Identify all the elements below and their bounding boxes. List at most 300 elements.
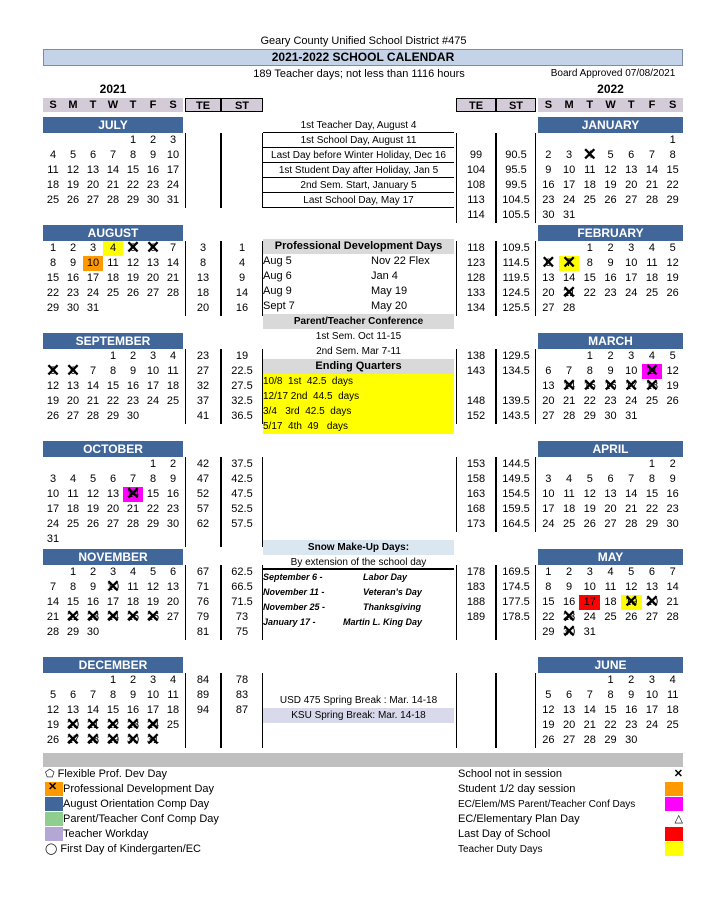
day-cell: 22 [604,719,617,731]
weekday-label: T [586,99,594,111]
day-cell: 9 [89,581,97,593]
st-value [222,133,262,148]
day-cell: 16 [562,596,576,608]
day-cell [83,349,103,364]
month-september [43,333,183,424]
week-row [538,133,683,148]
legend-label: Teacher Workday [63,828,149,840]
day-cell [43,673,63,688]
week-row [538,178,683,193]
te-value: 3 [199,242,207,254]
st-value: 1 [238,242,246,254]
break-row: USD 475 Spring Break : Mar. 14-18 [279,695,438,706]
week-row [538,502,683,517]
week-row [538,472,683,487]
day-cell: 1 [69,566,77,578]
month-name: AUGUST [43,225,183,241]
te-value: 113 [467,194,485,206]
day-cell: 22 [126,179,140,191]
day-cell [163,301,183,316]
day-cell: 30 [542,209,555,221]
month-october [43,441,183,547]
day-cell: 21 ✕ [559,286,580,301]
te-value [457,688,495,703]
day-cell: 11 [167,365,179,377]
x-mark-icon: ✕ [673,768,683,780]
st-column [221,457,263,547]
day-cell: 1 [149,458,157,470]
day-cell: 14 [86,704,100,716]
te-value: 57 [196,503,210,515]
day-cell: 25 [583,194,596,206]
day-cell: 28 [666,611,679,623]
day-cell: 28 [126,518,140,530]
day-cell [642,208,663,223]
month-name: FEBRUARY [538,225,683,241]
day-cell [642,133,663,148]
day-cell: 4 [103,241,123,256]
st-value: 154.5 [502,488,530,500]
day-cell: 20 [106,503,120,515]
st-value: 177.5 [502,596,530,608]
st-column [221,349,263,424]
st-column [221,241,263,316]
day-cell: 27 [645,611,659,623]
day-cell: 21 [126,503,140,515]
legend-label: School not in session [458,768,562,780]
te-value: 79 [196,611,210,623]
day-cell [143,409,163,424]
day-cell: 10 [146,689,160,701]
day-cell [621,133,642,148]
te-value: 81 [196,626,210,638]
st-value: 109.5 [502,242,530,254]
st-value [222,163,262,178]
day-cell [43,565,63,580]
day-cell: 5 [607,149,614,161]
month-february [538,225,683,316]
day-cell: 5 [669,350,676,362]
day-cell: 21 [625,503,638,515]
day-cell [103,625,123,640]
day-cell: 7 [49,581,57,593]
te-value: 13 [196,272,210,284]
te-value: 118 [467,242,485,254]
week-row [43,193,183,208]
day-cell: 27 [86,194,100,206]
day-cell: 17 [542,503,555,515]
week-row [43,409,183,424]
st-column [496,457,536,532]
te-value [457,379,495,394]
day-cell: 3 [149,674,157,686]
day-cell: 12 [666,365,679,377]
st-value [497,688,535,703]
day-cell: 4 [648,242,656,254]
weekday-header-left [43,98,183,112]
day-cell: 7 [169,242,177,254]
day-cell [538,133,559,148]
week-row [43,148,183,163]
day-cell: 17 [86,272,100,284]
week-row [43,673,183,688]
spring-breaks [263,693,454,723]
day-cell: 8 [669,149,676,161]
day-cell: 11 [107,257,119,269]
day-cell: 19 [86,503,100,515]
st-value: 124.5 [502,287,530,299]
day-cell: 28 [645,194,659,206]
te-value: 94 [196,704,210,716]
day-cell: 26 [542,734,555,746]
legend-label: First Day of Kindergarten/EC [60,843,201,855]
magenta-x-icon [665,797,683,811]
day-cell: 27 [542,410,555,422]
day-cell: 20 ✕ [642,595,663,610]
day-cell: 9 [607,257,614,269]
st-value: 42.5 [231,473,253,485]
triangle-icon: △ [674,813,683,825]
te-value: 114 [467,209,485,221]
st-column [496,565,536,640]
st-value: 22.5 [231,365,253,377]
te-value [457,733,495,748]
te-value: 148 [466,395,486,407]
day-cell: 2 [129,350,137,362]
key-date: Last Day before Winter Holiday, Dec 16 [263,148,454,163]
st-value: 78 [235,674,249,686]
week-row [43,733,183,748]
day-cell: 14 [562,272,576,284]
day-cell: 7 [669,566,676,578]
week-row [538,517,683,532]
day-cell: 1 [669,134,676,146]
day-cell: 4 [169,350,177,362]
day-cell [559,457,580,472]
day-cell: 5 [49,689,57,701]
day-cell: 18 [106,272,120,284]
te-value [186,193,220,208]
te-value: 104 [466,164,486,176]
day-cell: 2 [628,674,635,686]
day-cell: 3 [149,350,157,362]
day-cell: 15 [666,164,679,176]
day-cell: 3 [628,242,635,254]
weekday-label: F [648,99,656,111]
day-cell: 26 [46,410,60,422]
pd-date: Jan 4 [371,270,398,282]
day-cell: 21 [46,611,60,623]
snow-date: November 25 - [263,602,326,612]
day-cell: 2 [149,134,157,146]
day-cell: 24 [46,518,60,530]
st-value: 27.5 [231,380,253,392]
st-value: 36.5 [231,410,253,422]
day-cell: 8 [149,473,157,485]
day-cell: 18 [126,596,140,608]
day-cell: 24 [86,287,100,299]
day-cell: 2 [566,566,573,578]
day-cell: 27 [146,287,160,299]
day-cell: 9 [149,149,157,161]
day-cell [163,532,183,547]
st-value: 87 [235,704,249,716]
day-cell [163,733,183,748]
month-december [43,657,183,748]
te-value: 84 [196,674,210,686]
day-cell: 2 [69,242,77,254]
day-cell [143,532,163,547]
te-column [456,673,496,748]
st-value: 159.5 [502,503,530,515]
day-cell: 11 [47,164,59,176]
day-cell: 13 [86,164,100,176]
day-cell [621,625,642,640]
day-cell: 24 [166,179,180,191]
day-cell: 8 [586,257,593,269]
day-cell: 22 [666,179,679,191]
day-cell: 8 [69,581,77,593]
day-cell: 15 [542,596,555,608]
month-july [43,117,183,208]
day-cell: 18 [166,380,180,392]
day-cell: 30 ✕ [559,625,580,640]
day-cell: 8 [545,581,552,593]
day-cell: 18 [583,179,596,191]
day-cell: 9 [129,689,137,701]
day-cell: 18 [46,179,60,191]
day-cell: 31 [625,410,638,422]
day-cell: 10 [645,689,659,701]
week-row [538,379,683,394]
te-column [185,349,221,424]
day-cell: 8 [109,689,117,701]
st-value: 66.5 [231,581,253,593]
day-cell: 5 [69,149,77,161]
day-cell [103,457,123,472]
month-name: JANUARY [538,117,683,133]
key-date: 1st Student Day after Holiday, Jan 5 [263,163,454,178]
day-cell: 13 [166,581,180,593]
day-cell: 30 [625,734,638,746]
day-cell: 10 [583,581,596,593]
te-column [456,241,496,316]
legend-label: Teacher Duty Days [458,844,543,855]
day-cell: 26 [66,194,80,206]
day-cell: 31 ✕ [143,733,163,748]
day-cell: 31 [46,533,60,545]
day-cell: 19 ✕ [621,595,642,610]
st-value: 164.5 [502,518,530,530]
day-cell: 11 [666,689,679,701]
day-cell: 28 [583,734,596,746]
day-cell: 3 [586,566,593,578]
day-cell: 14 [86,380,100,392]
day-cell: 29 [46,302,60,314]
day-cell: 19 [604,179,617,191]
pd-title: Professional Development Days [263,239,454,254]
te-value: 158 [466,473,486,485]
st-value: 139.5 [502,395,530,407]
st-value [497,673,535,688]
day-cell: 6 [566,689,573,701]
te-value: 143 [466,365,486,377]
day-cell: 10 [625,257,638,269]
legend-label: August Orientation Comp Day [63,798,210,810]
day-cell: 5 [149,566,157,578]
day-cell: 10 [166,149,180,161]
day-cell [642,733,663,748]
day-cell: 11 [167,689,179,701]
day-cell: 29 [106,410,120,422]
pd-date: Aug 6 [263,270,292,282]
day-cell [579,457,600,472]
day-cell [662,733,683,748]
day-cell: 1 [586,242,593,254]
day-cell: 14 [666,581,679,593]
day-cell: 6 ✕ [63,364,83,379]
day-cell: 28 [562,302,576,314]
day-cell: 17 [579,595,600,610]
te-value: 67 [196,566,210,578]
weekday-label: M [68,99,78,111]
day-cell: 7 [566,365,573,377]
day-cell: 12 [66,164,80,176]
day-cell: 24 [146,395,160,407]
st-value: 16 [235,302,249,314]
day-cell: 13 [645,581,659,593]
day-cell: 28 [106,194,120,206]
st-value: 178.5 [502,611,530,623]
week-row [43,241,183,256]
day-cell: 24 [625,287,638,299]
te-value: 99 [469,149,483,161]
st-value: 47.5 [231,488,253,500]
te-value: 123 [466,257,486,269]
week-row [538,457,683,472]
day-cell: 15 [604,704,617,716]
week-row [43,625,183,640]
legend-left [45,767,219,857]
te-value: 188 [466,596,486,608]
day-cell: 23 [625,719,638,731]
day-cell [621,301,642,316]
day-cell: 15 [106,704,120,716]
st-value: 57.5 [231,518,253,530]
key-date: 1st Teacher Day, August 4 [263,118,454,133]
day-cell: 1 [586,350,593,362]
day-cell: 26 ✕ [143,610,163,625]
day-cell: 12 [86,488,100,500]
day-cell: 13 [66,380,80,392]
day-cell: 14 [625,488,638,500]
week-row [538,286,683,301]
day-cell: 10 [46,488,60,500]
day-cell: 27 [166,611,180,623]
day-cell: 24 [583,611,596,623]
st-value: 149.5 [502,473,530,485]
day-cell: 26 [625,611,638,623]
week-row [43,457,183,472]
day-cell: 20 ✕ [63,718,83,733]
day-cell: 1 [109,674,117,686]
day-cell: 6 [628,149,635,161]
day-cell [43,133,63,148]
st-value: 73 [235,611,249,623]
day-cell: 22 ✕ [103,718,123,733]
st-column [496,673,536,748]
day-cell: 7 [586,689,593,701]
st-column [221,133,263,208]
day-cell: 17 [46,503,60,515]
te-header-left: TE [185,98,221,112]
day-cell: 23 [666,503,679,515]
legend-right [458,767,683,857]
day-cell: 12 [542,704,555,716]
day-cell: 16 [542,179,555,191]
day-cell: 9 [129,365,137,377]
pd-date: Aug 9 [263,285,292,297]
day-cell: 26 [604,194,617,206]
day-cell: 6 [545,365,552,377]
day-cell: 12 [126,257,140,269]
day-cell [662,208,683,223]
weekday-label: T [129,99,137,111]
day-cell: 17 ✕ [621,379,642,394]
day-cell [642,301,663,316]
weekday-label: F [149,99,157,111]
te-value: 168 [466,503,486,515]
day-cell [600,625,621,640]
te-value: 134 [466,302,486,314]
week-row [43,517,183,532]
orange-x-icon [665,782,683,796]
yellow-swatch [665,842,683,856]
weekday-header-right [538,98,683,112]
st-value: 90.5 [505,149,527,161]
day-cell: 17 [146,380,160,392]
day-cell: 18 [562,503,576,515]
day-cell [662,301,683,316]
snow-sub: By extension of the school day [263,555,454,570]
te-column [456,349,496,424]
day-cell: 10 [542,488,555,500]
day-cell: 26 [46,734,60,746]
day-cell [662,409,683,424]
day-cell: 5 ✕ [43,364,63,379]
day-cell: 21 [666,596,679,608]
day-cell: 6 [648,566,656,578]
day-cell: 2 [607,242,614,254]
day-cell: 2 [169,458,177,470]
snow-days-box [263,540,454,630]
st-value: 9 [238,272,246,284]
st-column [221,565,263,640]
te-column [185,133,221,208]
day-cell: 25 [666,719,679,731]
day-cell: 31 [583,626,596,638]
day-cell [642,409,663,424]
day-cell: 26 [126,287,140,299]
week-row [43,178,183,193]
day-cell [143,301,163,316]
st-value: 4 [238,257,246,269]
day-cell: 1 [109,350,117,362]
day-cell: 24 [645,719,659,731]
week-row [43,379,183,394]
weekday-label: W [107,99,119,111]
day-cell [163,409,183,424]
